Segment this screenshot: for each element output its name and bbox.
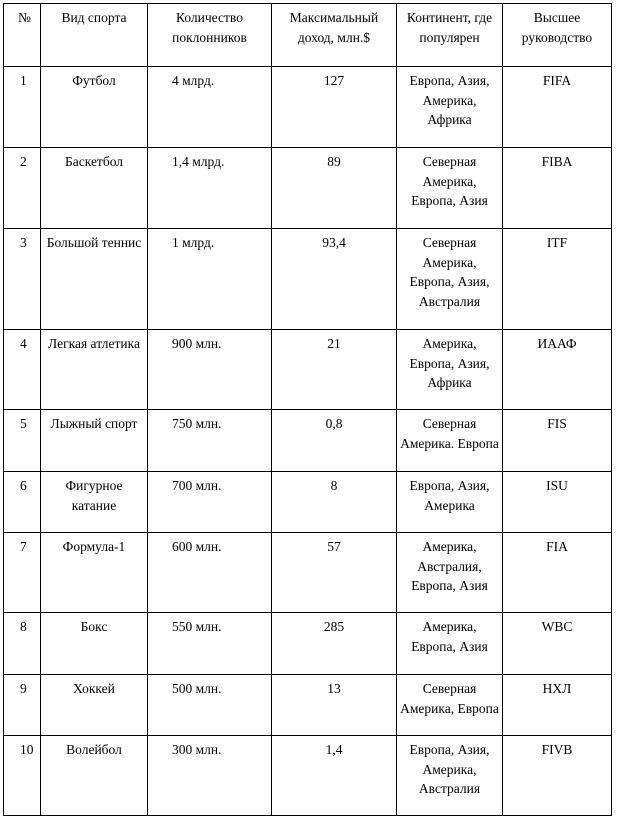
header-number-label: № — [18, 10, 31, 25]
table-row — [4, 472, 612, 533]
cell-fans: 700 млн. — [148, 472, 272, 533]
header-continent — [397, 4, 503, 67]
cell-governing-body: НХЛ — [503, 675, 612, 736]
header-income-label: Максимальный доход, млн.$ — [289, 10, 379, 45]
table-row — [4, 675, 612, 736]
cell-sport: Футбол — [41, 67, 148, 148]
cell-governing-body: ИААФ — [503, 330, 612, 410]
cell-governing-body: FIS — [503, 410, 612, 472]
cell-fans: 600 млн. — [148, 533, 272, 613]
cell-income: 13 — [272, 675, 397, 736]
cell-number: 10 — [4, 736, 41, 816]
cell-income: 285 — [272, 613, 397, 675]
cell-governing-body: ITF — [503, 229, 612, 330]
cell-number: 2 — [4, 148, 41, 229]
header-sport-label: Вид спорта — [61, 10, 127, 25]
cell-fans: 900 млн. — [148, 330, 272, 410]
table-row — [4, 330, 612, 410]
cell-income: 0,8 — [272, 410, 397, 472]
cell-number: 7 — [4, 533, 41, 613]
table-row — [4, 613, 612, 675]
header-income — [272, 4, 397, 67]
cell-continent: Европа, Азия, Америка — [397, 472, 503, 533]
cell-income: 8 — [272, 472, 397, 533]
cell-fans: 4 млрд. — [148, 67, 272, 148]
cell-sport: Легкая атлетика — [41, 330, 148, 410]
table-body — [4, 67, 612, 816]
cell-fans: 500 млн. — [148, 675, 272, 736]
cell-sport: Лыжный спорт — [41, 410, 148, 472]
cell-fans: 1,4 млрд. — [148, 148, 272, 229]
cell-number: 3 — [4, 229, 41, 330]
cell-governing-body: FIVB — [503, 736, 612, 816]
cell-governing-body: FIA — [503, 533, 612, 613]
cell-sport: Хоккей — [41, 675, 148, 736]
cell-fans: 300 млн. — [148, 736, 272, 816]
cell-sport: Бокс — [41, 613, 148, 675]
cell-income: 127 — [272, 67, 397, 148]
header-fans — [148, 4, 272, 67]
table-row — [4, 148, 612, 229]
cell-continent: Северная Америка, Европа, Азия — [397, 148, 503, 229]
cell-income: 93,4 — [272, 229, 397, 330]
cell-number: 8 — [4, 613, 41, 675]
cell-sport: Большой теннис — [41, 229, 148, 330]
table-row — [4, 410, 612, 472]
cell-income: 1,4 — [272, 736, 397, 816]
cell-fans: 750 млн. — [148, 410, 272, 472]
cell-number: 9 — [4, 675, 41, 736]
cell-number: 1 — [4, 67, 41, 148]
table-row — [4, 229, 612, 330]
cell-continent: Северная Америка, Европа, Азия, Австралия — [397, 229, 503, 330]
cell-income: 57 — [272, 533, 397, 613]
cell-continent: Северная Америка, Европа — [397, 675, 503, 736]
cell-continent: Америка, Австралия, Европа, Азия — [397, 533, 503, 613]
table-row — [4, 533, 612, 613]
cell-sport: Баскетбол — [41, 148, 148, 229]
cell-sport: Волейбол — [41, 736, 148, 816]
cell-governing-body: FIFA — [503, 67, 612, 148]
cell-sport: Формула-1 — [41, 533, 148, 613]
cell-continent: Европа, Азия, Америка, Африка — [397, 67, 503, 148]
cell-continent: Северная Америка. Европа — [397, 410, 503, 472]
cell-fans: 550 млн. — [148, 613, 272, 675]
cell-number: 5 — [4, 410, 41, 472]
cell-continent: Америка, Европа, Азия — [397, 613, 503, 675]
table-row — [4, 67, 612, 148]
cell-fans: 1 млрд. — [148, 229, 272, 330]
cell-income: 89 — [272, 148, 397, 229]
header-continent-label: Континент, где популярен — [406, 10, 493, 45]
table-row — [4, 736, 612, 816]
header-governing-body-label: Высшее руководство — [521, 10, 593, 45]
header-governing-body — [503, 4, 612, 67]
cell-number: 6 — [4, 472, 41, 533]
cell-continent: Америка, Европа, Азия, Африка — [397, 330, 503, 410]
header-sport — [41, 4, 148, 67]
header-number — [4, 4, 41, 67]
cell-governing-body: FIBA — [503, 148, 612, 229]
cell-number: 4 — [4, 330, 41, 410]
cell-continent: Европа, Азия, Америка, Австралия — [397, 736, 503, 816]
table-header — [4, 4, 612, 67]
cell-governing-body: ISU — [503, 472, 612, 533]
header-row — [4, 4, 612, 67]
sports-table — [3, 3, 612, 816]
cell-sport: Фигурное катание — [41, 472, 148, 533]
cell-governing-body: WBC — [503, 613, 612, 675]
cell-income: 21 — [272, 330, 397, 410]
header-fans-label: Количество поклонников — [172, 10, 247, 45]
